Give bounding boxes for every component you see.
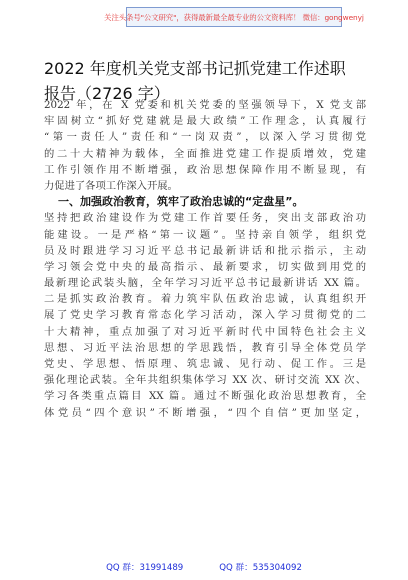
body-line: 的二十大精神为载体，全面推进党建工作提质增效，党建 bbox=[44, 147, 366, 160]
body-line: 十大精神，重点加强了对习近平新时代中国特色社会主义 bbox=[44, 325, 366, 338]
title-line-2: 报告（2726 字） bbox=[44, 84, 170, 103]
body-line: 工作引领作用不断增强，政治思想保障作用不断显现，有 bbox=[44, 163, 366, 176]
qq-group-1: QQ 群：31991489 bbox=[106, 563, 184, 573]
body-line: 员及时跟进学习习近平总书记最新讲话和批示指示，主动 bbox=[44, 244, 366, 257]
footer-contact bbox=[0, 561, 408, 577]
qq-group-2: QQ 群：535304092 bbox=[219, 563, 302, 573]
body-line: 二是抓实政治教育。着力筑牢队伍政治忠诚，认真组织开 bbox=[44, 293, 366, 306]
body-line: 学习各类重点篇目 XX 篇。通过不断强化政治思想教育，全 bbox=[44, 390, 366, 403]
body-line: 力促进了各项工作深入开展。 bbox=[44, 179, 178, 192]
body-line: 强化理论武装。全年共组织集体学习 XX 次、研讨交流 XX 次、 bbox=[44, 374, 366, 387]
body-line: 体党员“四个意识”不断增强，“四个自信”更加坚定， bbox=[44, 406, 366, 419]
body-line: 学习领会党中央的最高指示、最新要求，切实做到用党的 bbox=[44, 260, 366, 273]
body-line: 能建设。一是严格“第一议题”。坚持亲自领学，组织党 bbox=[44, 228, 366, 241]
body-line: 思想、习近平法治思想的学思践悟，教育引导全体党员学 bbox=[44, 341, 366, 354]
body-line: 党史、学思想、悟原理、筑忠诚、见行动、促工作。三是 bbox=[44, 358, 366, 370]
body-line: 最新理论武装头脑，全年学习习近平总书记最新讲话 XX 篇。 bbox=[44, 277, 366, 290]
body-line: “第一责任人”责任和“一岗双责”，以深入学习贯彻党 bbox=[44, 131, 366, 144]
body-line: 展了党史学习教育常态化学习活动，深入学习贯彻党的二 bbox=[44, 309, 366, 322]
header-banner bbox=[104, 7, 364, 27]
body-line: 牢固树立“抓好党建就是最大政绩”工作理念，认真履行 bbox=[44, 115, 366, 128]
title-line-1: 2022 年度机关党支部书记抓党建工作述职 bbox=[44, 59, 346, 78]
body-line: 坚持把政治建设作为党建工作首要任务，突出支部政治功 bbox=[44, 212, 366, 225]
section-heading: 一、加强政治教育，筑牢了政治忠诚的“定盘星”。 bbox=[58, 195, 304, 209]
document-body bbox=[44, 97, 366, 421]
body-line: 2022 年，在 X 党委和机关党委的坚强领导下，X 党支部 bbox=[44, 99, 366, 111]
banner-text: 关注头条号"公文研究"，获得最新最全最专业的公文资料库！ 微信：gongwenyj bbox=[104, 12, 364, 22]
